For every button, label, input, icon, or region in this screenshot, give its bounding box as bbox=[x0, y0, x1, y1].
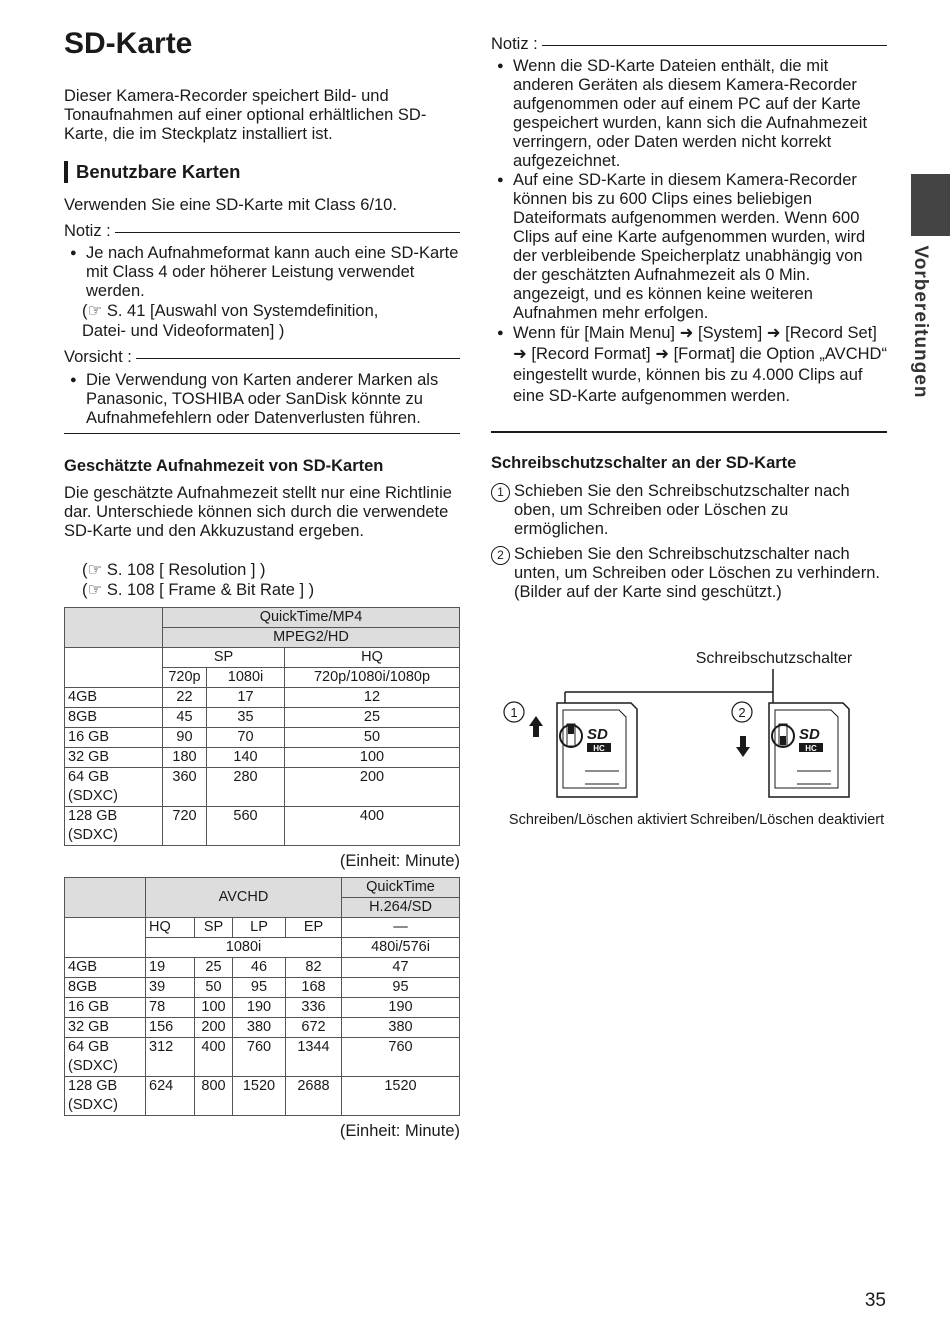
table-header: 480i/576i bbox=[342, 938, 460, 958]
step-number: 1 bbox=[491, 483, 510, 502]
step-number: 1 bbox=[510, 705, 518, 720]
table-cell: 32 GB bbox=[65, 748, 163, 768]
table-cell: 4GB bbox=[65, 688, 163, 708]
caution-label: Vorsicht : bbox=[64, 348, 132, 366]
table-header: SP bbox=[163, 648, 285, 668]
table-cell: 70 bbox=[207, 728, 285, 748]
table-cell: 17 bbox=[207, 688, 285, 708]
step-number: 2 bbox=[738, 705, 746, 720]
table-header: EP bbox=[286, 918, 342, 938]
table-cell: 4GB bbox=[65, 958, 146, 978]
table-cell: 168 bbox=[286, 978, 342, 998]
table-header: MPEG2/HD bbox=[163, 628, 460, 648]
table-cell bbox=[65, 1038, 146, 1077]
recording-time-table-mpeg2 bbox=[64, 607, 460, 846]
sd-logo-sub: HC bbox=[805, 744, 817, 753]
table-cell: 1520 bbox=[233, 1077, 286, 1116]
table-cell: 78 bbox=[146, 998, 195, 1018]
note-header bbox=[64, 222, 460, 241]
table-cell: 25 bbox=[195, 958, 233, 978]
table-header: HQ bbox=[146, 918, 195, 938]
section-heading-write-protect: Schreibschutzschalter an der SD-Karte bbox=[491, 454, 797, 472]
step-text: Schieben Sie den Schreibschutzschalter nach oben, um Schreiben oder Löschen zu ermöglichen. bbox=[514, 482, 850, 538]
list-item: ● Wenn die SD-Karte Dateien enthält, die mit anderen Geräten als diesem Kamera-Recorder aufgenommen oder auf einem PC auf der Karte gespeichert wurden, kann sich die Aufnahmezeit verringern, oder Daten werden nicht korrekt aufgezeichnet. bbox=[491, 57, 887, 171]
capacity-type: (SDXC) bbox=[68, 788, 118, 804]
table-cell: 280 bbox=[207, 768, 285, 807]
table-cell: 35 bbox=[207, 708, 285, 728]
capacity: 128 GB bbox=[68, 1078, 118, 1094]
table-cell: 39 bbox=[146, 978, 195, 998]
table-row bbox=[65, 978, 460, 998]
table-cell bbox=[65, 1077, 146, 1116]
table-cell: 8GB bbox=[65, 978, 146, 998]
table-cell: 140 bbox=[207, 748, 285, 768]
table-cell: 312 bbox=[146, 1038, 195, 1077]
table-corner bbox=[65, 608, 163, 648]
table-cell: 47 bbox=[342, 958, 460, 978]
table-header: 720p/1080i/1080p bbox=[285, 668, 460, 688]
cross-reference[interactable]: (☞ S. 41 [Auswahl von Systemdefinition, bbox=[82, 302, 379, 320]
table-corner bbox=[65, 878, 146, 918]
table-cell: 400 bbox=[285, 807, 460, 846]
table-cell: 19 bbox=[146, 958, 195, 978]
diagram-label: Schreibschutzschalter bbox=[695, 650, 853, 667]
recording-time-table-avchd bbox=[64, 877, 460, 1116]
cross-reference[interactable]: (☞ S. 108 [ Resolution ] ) bbox=[82, 561, 266, 579]
note-list bbox=[64, 244, 460, 301]
capacity: 64 GB bbox=[68, 769, 110, 785]
capacity-type: (SDXC) bbox=[68, 827, 118, 843]
table-cell: 100 bbox=[285, 748, 460, 768]
note-end-rule bbox=[491, 431, 887, 433]
table-header: AVCHD bbox=[146, 878, 342, 918]
step-number: 2 bbox=[491, 546, 510, 565]
intro-text: Dieser Kamera-Recorder speichert Bild- und Tonaufnahmen auf einer optional erhältlichen SD-Karte, die im Steckplatz installiert ist. bbox=[64, 87, 427, 143]
sd-logo-sub: HC bbox=[593, 744, 605, 753]
table-header: QuickTime bbox=[342, 878, 460, 898]
table-row bbox=[65, 688, 460, 708]
list-item bbox=[491, 545, 887, 602]
note-header bbox=[491, 35, 887, 54]
list-item: ● Die Verwendung von Karten anderer Marken als Panasonic, TOSHIBA oder SanDisk könnte zu Aufnahmefehlern oder Datenverlusten führen. bbox=[64, 371, 460, 428]
table-cell: 800 bbox=[195, 1077, 233, 1116]
table-cell: 190 bbox=[233, 998, 286, 1018]
unit-note: (Einheit: Minute) bbox=[339, 852, 460, 870]
note-rule bbox=[115, 232, 460, 233]
caption-disabled: Schreiben/Löschen deaktiviert bbox=[689, 812, 885, 828]
table-cell: 8GB bbox=[65, 708, 163, 728]
table-cell: 12 bbox=[285, 688, 460, 708]
table-cell: 95 bbox=[342, 978, 460, 998]
list-item: ● Wenn für [Main Menu] ➜ [System] ➜ [Record Set] ➜ [Record Format] ➜ [Format] die Option „AVCHD“ eingestellt wurde, können bis zu 4.000 Clips auf eine SD-Karte aufgenommen werden. bbox=[491, 323, 887, 407]
table-row bbox=[65, 998, 460, 1018]
table-cell: 180 bbox=[163, 748, 207, 768]
list-item: ● Je nach Aufnahmeformat kann auch eine SD-Karte mit Class 4 oder höherer Leistung verwendet werden. bbox=[64, 244, 460, 301]
table-header: 1080i bbox=[207, 668, 285, 688]
table-blank-cell bbox=[65, 648, 163, 688]
caption-enabled: Schreiben/Löschen aktiviert bbox=[508, 812, 688, 828]
table-cell: 156 bbox=[146, 1018, 195, 1038]
table-blank-cell bbox=[65, 918, 146, 958]
table-cell: 32 GB bbox=[65, 1018, 146, 1038]
chapter-tab[interactable] bbox=[903, 247, 937, 397]
table-cell bbox=[65, 768, 163, 807]
sd-logo: SD bbox=[799, 726, 820, 743]
table-cell: 50 bbox=[195, 978, 233, 998]
table-cell: 22 bbox=[163, 688, 207, 708]
table-cell: 380 bbox=[342, 1018, 460, 1038]
table-row bbox=[65, 768, 460, 807]
capacity: 64 GB bbox=[68, 1039, 110, 1055]
table-cell: 190 bbox=[342, 998, 460, 1018]
sd-card-unlocked bbox=[557, 703, 637, 797]
note-label: Notiz : bbox=[491, 35, 538, 53]
chapter-tab-marker bbox=[911, 174, 950, 236]
table-cell: 2688 bbox=[286, 1077, 342, 1116]
table-row bbox=[65, 1038, 460, 1077]
table-cell: 380 bbox=[233, 1018, 286, 1038]
usable-cards-text: Verwenden Sie eine SD-Karte mit Class 6/10. bbox=[64, 196, 397, 214]
page-title: SD-Karte bbox=[64, 27, 193, 60]
cross-reference[interactable]: (☞ S. 108 [ Frame & Bit Rate ] ) bbox=[82, 581, 315, 599]
table-header: 1080i bbox=[146, 938, 342, 958]
estimate-text: Die geschätzte Aufnahmezeit stellt nur eine Richtlinie dar. Unterschiede können sich durch die verwendete SD-Karte und den Akkuzustand ergeben. bbox=[64, 484, 452, 540]
table-header: 720p bbox=[163, 668, 207, 688]
table-cell: 95 bbox=[233, 978, 286, 998]
write-protect-diagram bbox=[491, 640, 891, 840]
table-cell: 100 bbox=[195, 998, 233, 1018]
table-row bbox=[65, 1018, 460, 1038]
chapter-tab-label: Vorbereitungen bbox=[910, 245, 931, 399]
section-heading-estimated-time: Geschätzte Aufnahmezeit von SD-Karten bbox=[64, 457, 384, 475]
table-row bbox=[65, 708, 460, 728]
table-cell: 1520 bbox=[342, 1077, 460, 1116]
table-cell: 560 bbox=[207, 807, 285, 846]
capacity-type: (SDXC) bbox=[68, 1097, 118, 1113]
step-marker-2 bbox=[732, 702, 752, 722]
table-cell: 50 bbox=[285, 728, 460, 748]
table-row bbox=[65, 1077, 460, 1116]
list-item: ● Auf eine SD-Karte in diesem Kamera-Recorder können bis zu 600 Clips eines beliebigen Dateiformats aufgenommen werden. Wenn 600 Clips auf eine Karte aufgenommen wurden, wird der verbleibende Speicherplatz unabhängig von der geschätzten Aufnahmezeit als 0 Min. angezeigt, und es können keine weiteren Aufnahmen mehr erfolgen. bbox=[491, 171, 887, 323]
table-row bbox=[65, 958, 460, 978]
table-cell: 1344 bbox=[286, 1038, 342, 1077]
capacity: 128 GB bbox=[68, 808, 118, 824]
table-cell: 624 bbox=[146, 1077, 195, 1116]
table-row bbox=[65, 748, 460, 768]
table-cell: 760 bbox=[342, 1038, 460, 1077]
table-row bbox=[65, 728, 460, 748]
cross-reference-continued: Datei- und Videoformaten] ) bbox=[82, 322, 285, 340]
table-cell: 90 bbox=[163, 728, 207, 748]
table-header: H.264/SD bbox=[342, 898, 460, 918]
table-cell: 672 bbox=[286, 1018, 342, 1038]
table-cell: 200 bbox=[285, 768, 460, 807]
table-cell: 16 GB bbox=[65, 998, 146, 1018]
arrow-down-icon bbox=[736, 736, 750, 757]
caution-end-rule bbox=[64, 433, 460, 434]
table-cell: 200 bbox=[195, 1018, 233, 1038]
note-rule bbox=[542, 45, 887, 46]
arrow-up-icon bbox=[529, 716, 543, 737]
sd-logo: SD bbox=[587, 726, 608, 743]
caution-list bbox=[64, 371, 460, 428]
table-cell: 46 bbox=[233, 958, 286, 978]
table-cell: 720 bbox=[163, 807, 207, 846]
table-cell: 45 bbox=[163, 708, 207, 728]
caution-header bbox=[64, 348, 460, 367]
table-cell: 760 bbox=[233, 1038, 286, 1077]
unit-note: (Einheit: Minute) bbox=[339, 1122, 460, 1140]
capacity-type: (SDXC) bbox=[68, 1058, 118, 1074]
caution-rule bbox=[136, 358, 460, 359]
table-header: SP bbox=[195, 918, 233, 938]
table-cell: 16 GB bbox=[65, 728, 163, 748]
table-cell: 400 bbox=[195, 1038, 233, 1077]
note-list bbox=[491, 57, 887, 407]
table-cell: 82 bbox=[286, 958, 342, 978]
table-cell: 336 bbox=[286, 998, 342, 1018]
table-header: QuickTime/MP4 bbox=[163, 608, 460, 628]
write-protect-steps bbox=[491, 482, 887, 602]
table-cell: 360 bbox=[163, 768, 207, 807]
note-label: Notiz : bbox=[64, 222, 111, 240]
table-row bbox=[65, 807, 460, 846]
table-cell: 25 bbox=[285, 708, 460, 728]
sd-card-locked bbox=[769, 703, 849, 797]
step-text: Schieben Sie den Schreibschutzschalter nach unten, um Schreiben oder Löschen zu verhindern. (Bilder auf der Karte sind geschützt.) bbox=[514, 545, 880, 601]
table-header: HQ bbox=[285, 648, 460, 668]
table-header: — bbox=[342, 918, 460, 938]
step-marker-1 bbox=[504, 702, 524, 722]
page-number: 35 bbox=[864, 1290, 886, 1311]
list-item bbox=[491, 482, 887, 539]
table-cell bbox=[65, 807, 163, 846]
section-heading-usable-cards: Benutzbare Karten bbox=[64, 161, 460, 183]
table-header: LP bbox=[233, 918, 286, 938]
